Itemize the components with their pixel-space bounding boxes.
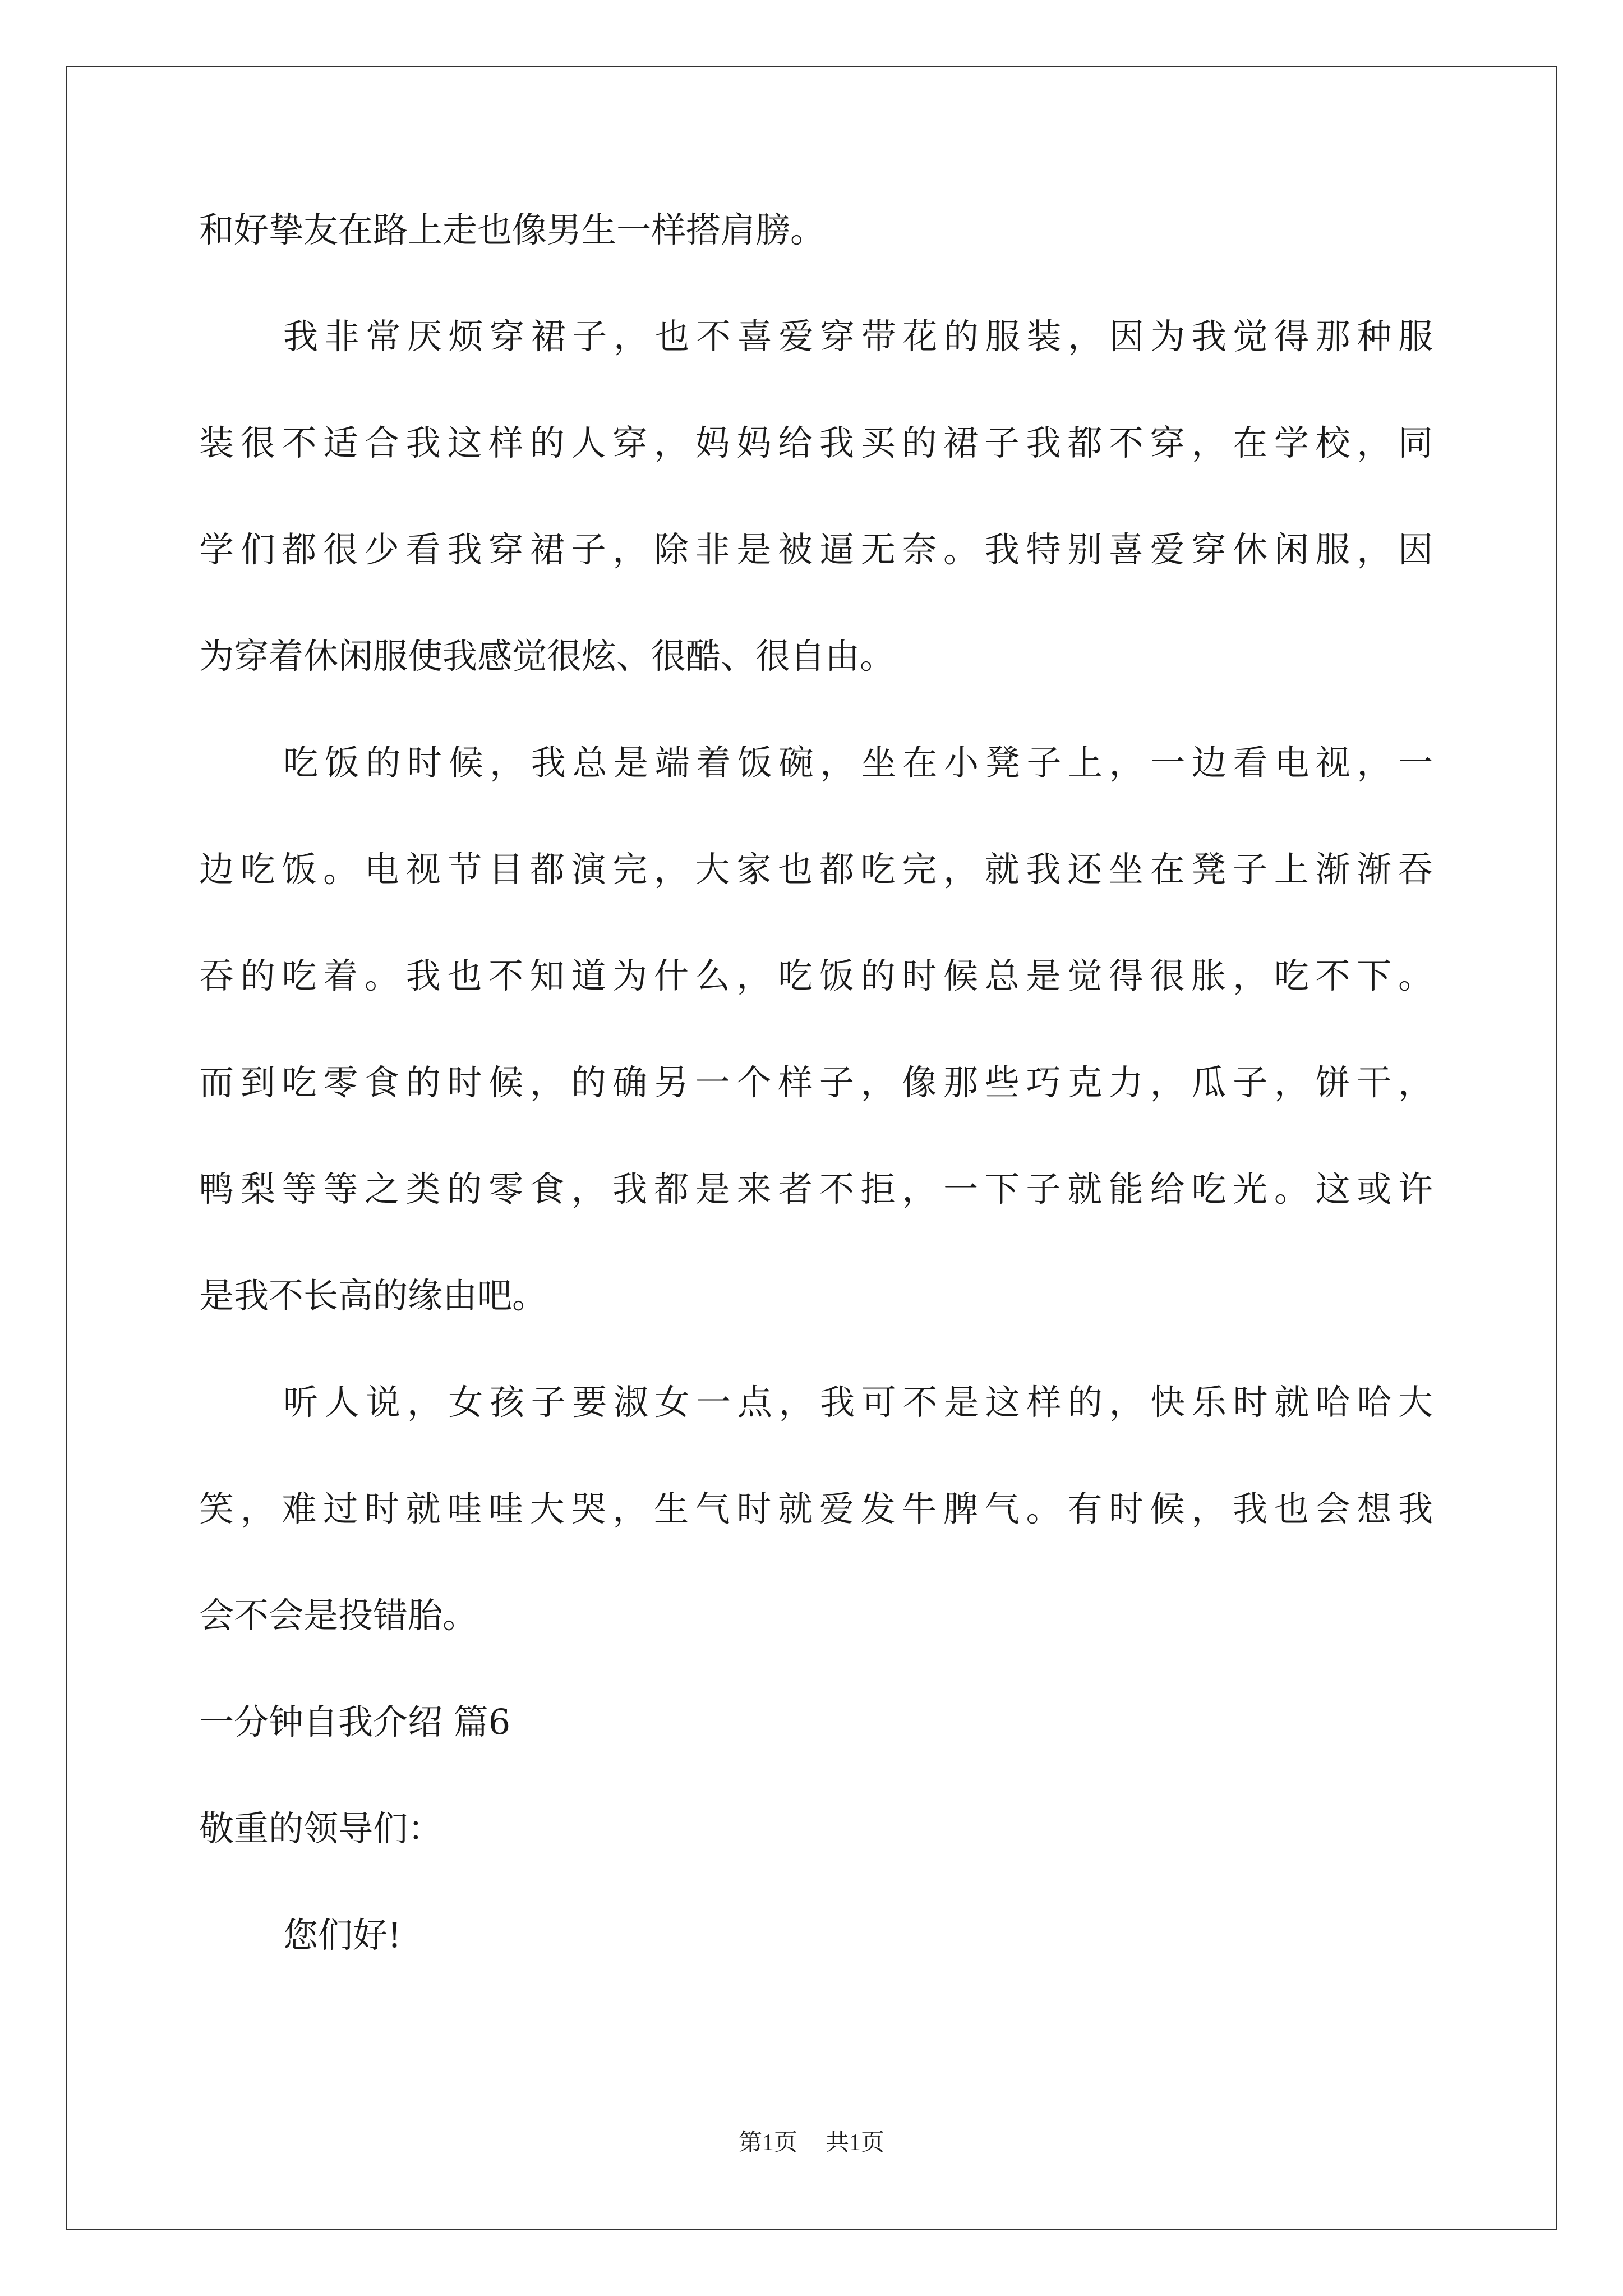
paragraph-line: 和好挚友在路上走也像男生一样搭肩膀。	[199, 209, 826, 250]
paragraph-line: 鸭梨等等之类的零食，我都是来者不拒，一下子就能给吃光。这或许	[199, 1168, 1433, 1209]
paragraph-line: 听人说，女孩子要淑女一点，我可不是这样的，快乐时就哈哈大	[283, 1382, 1433, 1423]
paragraph-line: 为穿着休闲服使我感觉很炫、很酷、很自由。	[199, 636, 895, 677]
salutation: 敬重的领导们：	[199, 1808, 443, 1849]
page-number-current: 第1页	[738, 2130, 797, 2156]
page-number-total: 共1页	[826, 2130, 885, 2156]
paragraph-line: 边吃饭。电视节目都演完，大家也都吃完，就我还坐在凳子上渐渐吞	[199, 849, 1433, 890]
paragraph-line: 装很不适合我这样的人穿，妈妈给我买的裙子我都不穿，在学校，同	[199, 422, 1433, 463]
paragraph-line: 学们都很少看我穿裙子，除非是被逼无奈。我特别喜爱穿休闲服，因	[199, 529, 1433, 570]
paragraph-line: 会不会是投错胎。	[199, 1595, 478, 1636]
greeting: 您们好!	[283, 1915, 402, 1955]
section-heading: 一分钟自我介绍 篇6	[199, 1701, 511, 1742]
paragraph-line: 吞的吃着。我也不知道为什么，吃饭的时候总是觉得很胀，吃不下。	[199, 955, 1433, 996]
paragraph-line: 吃饭的时候，我总是端着饭碗，坐在小凳子上，一边看电视，一	[283, 742, 1433, 783]
paragraph-line: 是我不长高的缘由吧。	[199, 1275, 547, 1316]
paragraph-line: 我非常厌烦穿裙子，也不喜爱穿带花的服装，因为我觉得那种服	[283, 316, 1433, 357]
paragraph-line: 而到吃零食的时候，的确另一个样子，像那些巧克力，瓜子，饼干，	[199, 1062, 1433, 1103]
paragraph-line: 笑，难过时就哇哇大哭，生气时就爱发牛脾气。有时候，我也会想我	[199, 1488, 1433, 1529]
page-border	[66, 66, 1557, 2230]
page-footer	[0, 2126, 1623, 2160]
